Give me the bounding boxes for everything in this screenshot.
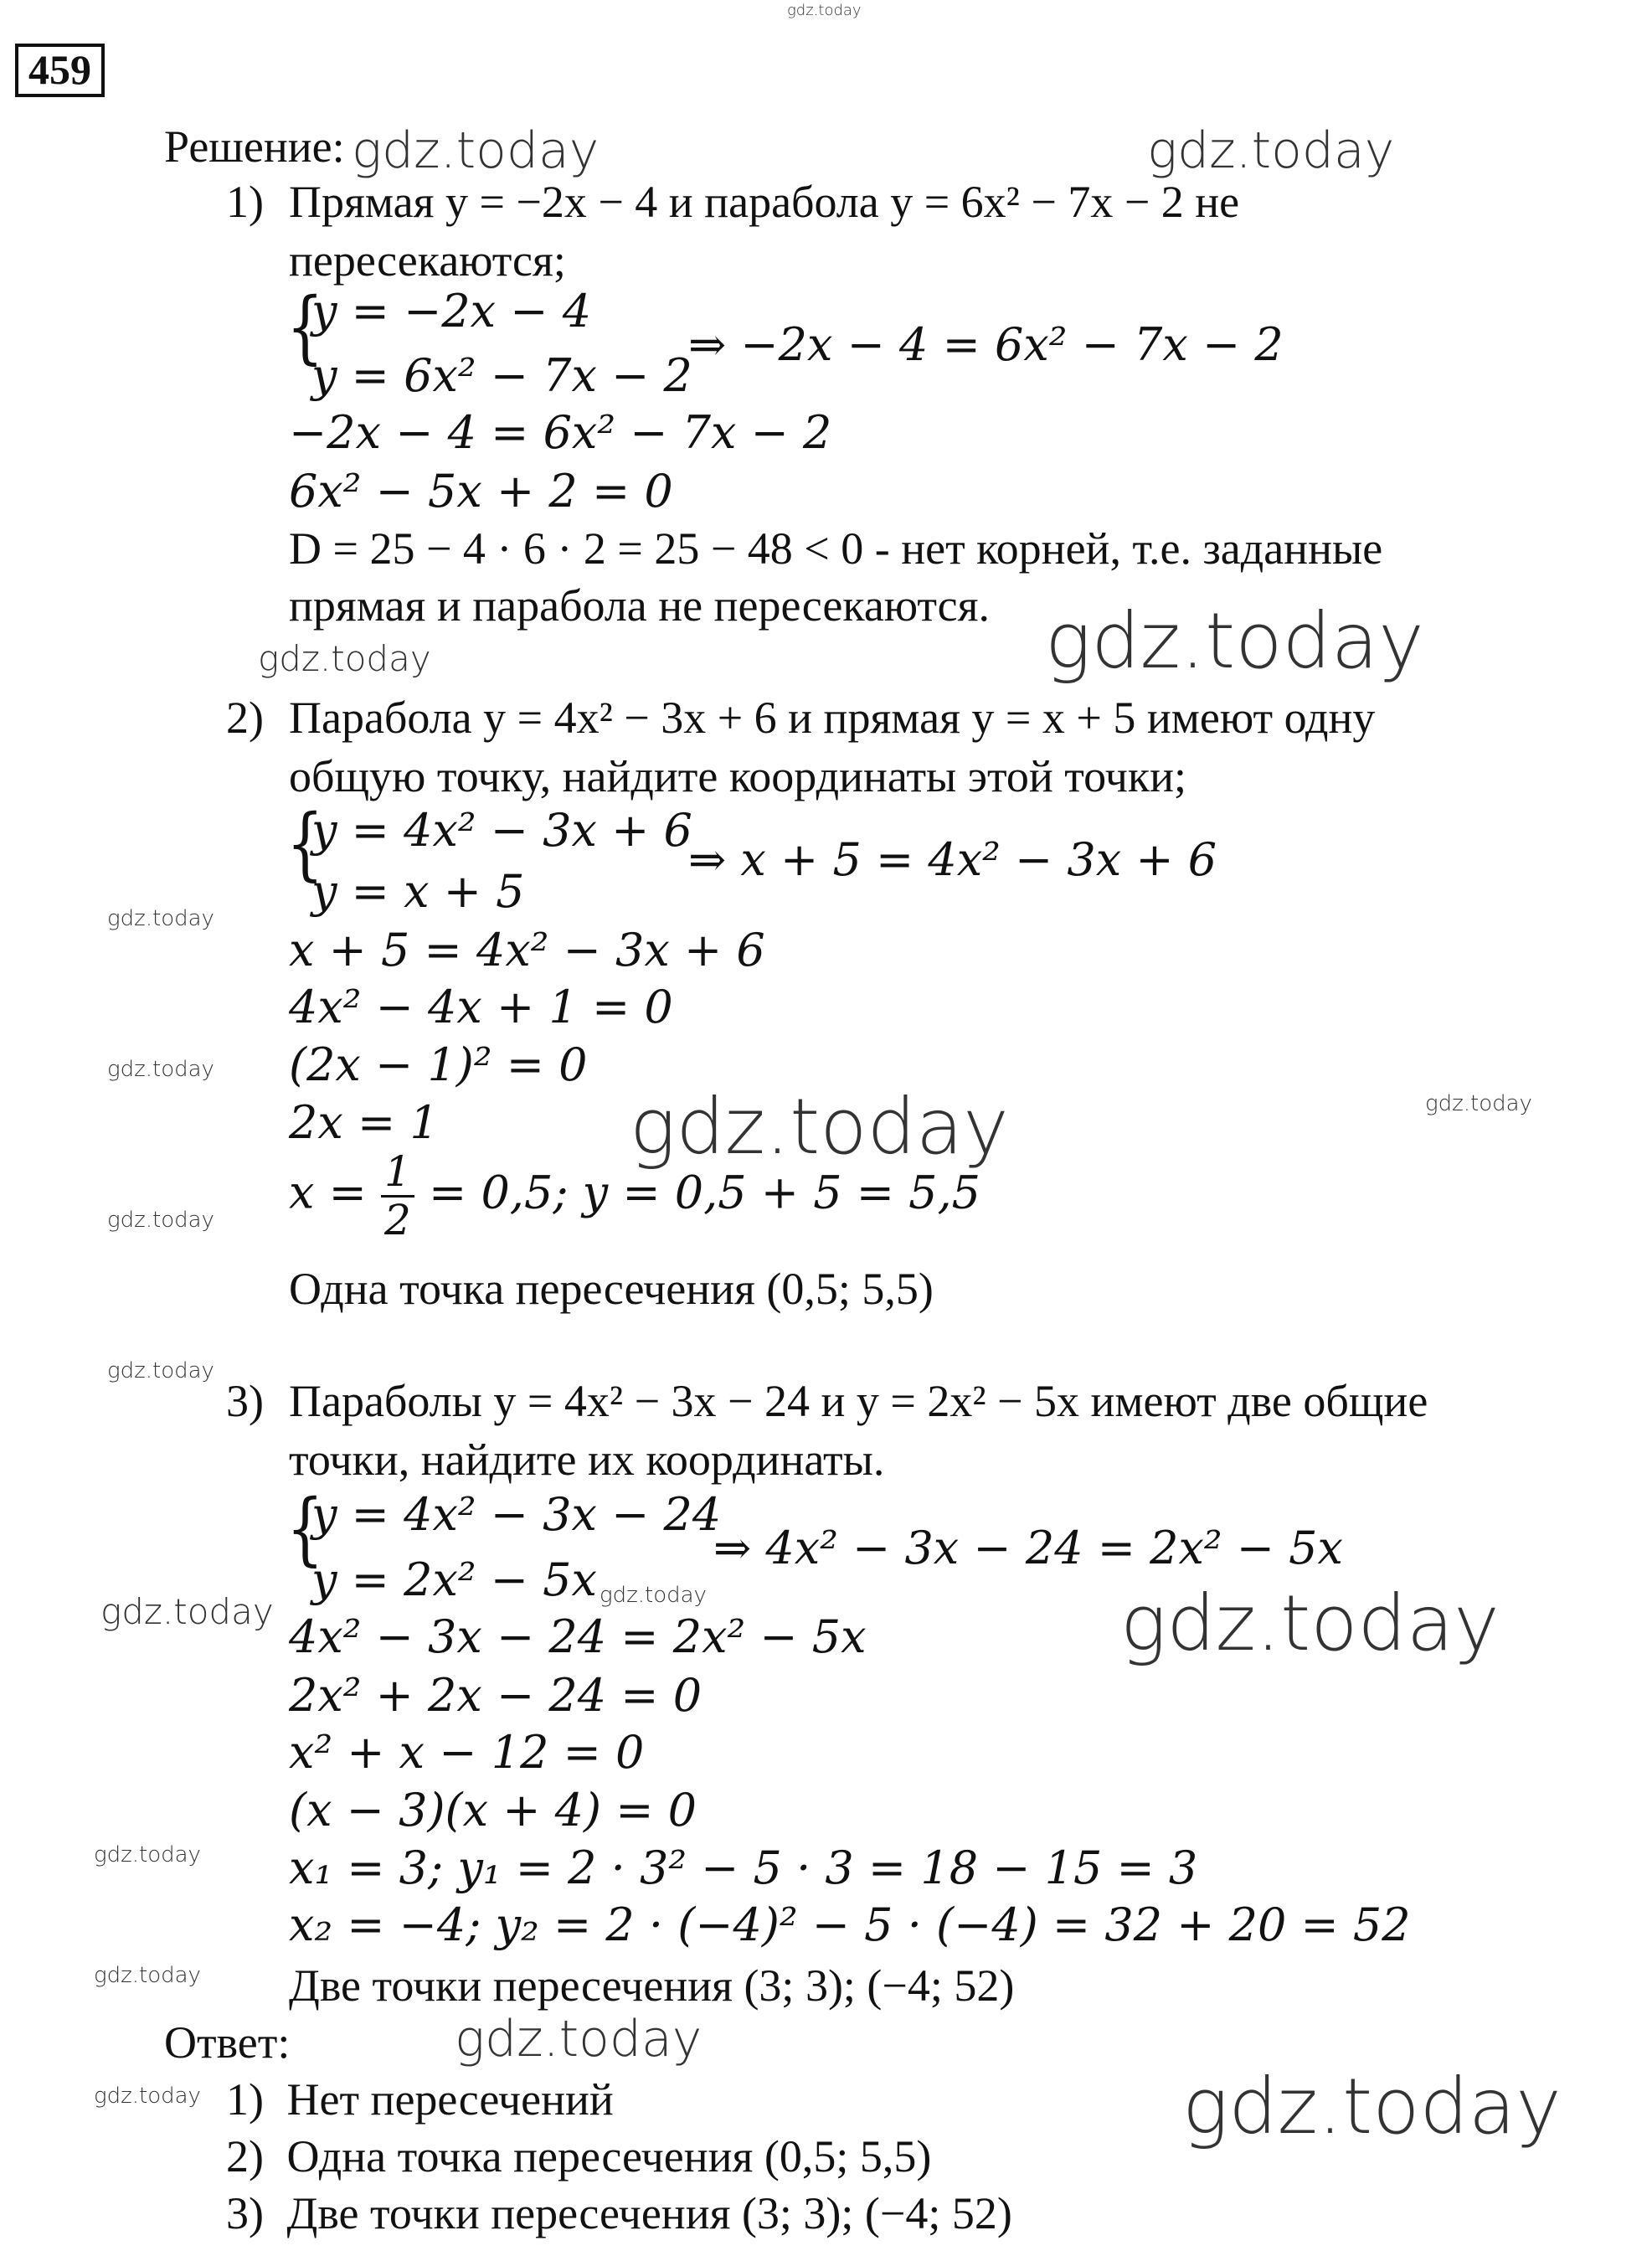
part2-x-solution [289, 1149, 980, 1244]
part2-line1: Парабола y = 4x² − 3x + 6 и прямая y = x + 5 имеют одну [289, 693, 1376, 743]
part1-step1: −2x − 4 = 6x² − 7x − 2 [289, 406, 832, 459]
watermark: gdz.today [352, 121, 600, 180]
watermark: gdz.today [94, 1842, 201, 1867]
watermark: gdz.today [94, 1963, 201, 1988]
answer-number: 2) [226, 2131, 264, 2181]
part2-number: 2) [226, 693, 264, 743]
part3-step6: x₂ = −4; y₂ = 2 · (−4)² − 5 · (−4) = 32 + 20 = 52 [289, 1898, 1411, 1951]
problem-number-badge: 459 [15, 44, 105, 97]
part3-step3: x² + x − 12 = 0 [289, 1726, 645, 1779]
part2-system-b: y = x + 5 [311, 865, 525, 918]
part3-line1: Параболы y = 4x² − 3x − 24 и y = 2x² − 5x имеют две общие [289, 1376, 1428, 1426]
answer-text: Две точки пересечения (3; 3); (−4; 52) [286, 2188, 1012, 2238]
part3-conclusion: Две точки пересечения (3; 3); (−4; 52) [289, 1960, 1015, 2011]
watermark: gdz.today [1182, 2062, 1562, 2151]
part1-line2: пересекаются; [289, 235, 566, 286]
part2-line2: общую точку, найдите координаты этой точки; [289, 751, 1187, 801]
part3-step4: (x − 3)(x + 4) = 0 [289, 1784, 697, 1836]
answer-text: Нет пересечений [286, 2074, 614, 2125]
answer-number: 3) [226, 2188, 264, 2238]
part1-number: 1) [226, 177, 264, 227]
watermark: gdz.today [1120, 1579, 1500, 1668]
watermark: gdz.today [107, 1057, 214, 1082]
answer-number: 1) [226, 2074, 264, 2125]
part3-step1: 4x² − 3x − 24 = 2x² − 5x [289, 1610, 867, 1663]
solution-label: Решение: [164, 121, 345, 172]
part2-system-result: ⇒ x + 5 = 4x² − 3x + 6 [688, 833, 1217, 886]
part1-system-a: y = −2x − 4 [311, 285, 592, 337]
part2-step2: 4x² − 4x + 1 = 0 [289, 981, 673, 1033]
watermark-top: gdz.today [787, 2, 862, 19]
answer-item [226, 2131, 932, 2181]
part2-step3: (2x − 1)² = 0 [289, 1038, 588, 1091]
answer-label: Ответ: [164, 2017, 291, 2068]
brace-icon: { [286, 1481, 324, 1575]
fraction-numerator: 1 [381, 1149, 414, 1198]
part1-step4: прямая и парабола не пересекаются. [289, 580, 990, 631]
answer-item [226, 2074, 614, 2125]
part2-system-a: y = 4x² − 3x + 6 [311, 804, 692, 857]
part1-step3: D = 25 − 4 · 6 · 2 = 25 − 48 < 0 - нет корней, т.е. заданные [289, 523, 1383, 574]
part1-system-b: y = 6x² − 7x − 2 [311, 349, 692, 402]
watermark: gdz.today [600, 1583, 707, 1608]
part3-step2: 2x² + 2x − 24 = 0 [289, 1669, 702, 1722]
fraction [381, 1149, 414, 1244]
part3-system-result: ⇒ 4x² − 3x − 24 = 2x² − 5x [713, 1522, 1343, 1574]
part1-system-result: ⇒ −2x − 4 = 6x² − 7x − 2 [688, 318, 1284, 371]
watermark: gdz.today [94, 2084, 201, 2109]
watermark: gdz.today [107, 1358, 214, 1383]
watermark: gdz.today [1147, 121, 1395, 180]
part2-x-label: x = [289, 1166, 367, 1219]
part3-number: 3) [226, 1376, 264, 1426]
part3-step5: x₁ = 3; y₁ = 2 · 3² − 5 · 3 = 18 − 15 = 3 [289, 1841, 1198, 1894]
part2-step1: x + 5 = 4x² − 3x + 6 [289, 924, 765, 976]
watermark: gdz.today [1045, 596, 1424, 686]
part1-step2: 6x² − 5x + 2 = 0 [289, 465, 673, 518]
watermark: gdz.today [1425, 1091, 1532, 1116]
watermark: gdz.today [258, 638, 431, 679]
watermark: gdz.today [100, 1591, 274, 1632]
answer-item [226, 2188, 1012, 2238]
brace-icon: { [286, 796, 324, 890]
part2-conclusion: Одна точка пересечения (0,5; 5,5) [289, 1264, 934, 1314]
watermark: gdz.today [630, 1082, 1009, 1172]
part3-line2: точки, найдите их координаты. [289, 1435, 885, 1485]
watermark: gdz.today [107, 906, 214, 931]
answer-text: Одна точка пересечения (0,5; 5,5) [286, 2131, 932, 2181]
watermark: gdz.today [107, 1208, 214, 1233]
part1-line1: Прямая y = −2x − 4 и парабола y = 6x² − 7x − 2 не [289, 177, 1240, 227]
part2-step4: 2x = 1 [289, 1096, 439, 1149]
part2-x-rest: = 0,5; y = 0,5 + 5 = 5,5 [429, 1166, 981, 1219]
watermark: gdz.today [455, 2010, 702, 2068]
part3-system-b: y = 2x² − 5x [311, 1553, 597, 1606]
brace-icon: { [286, 280, 324, 373]
part3-system-a: y = 4x² − 3x − 24 [311, 1488, 722, 1541]
fraction-denominator: 2 [384, 1196, 411, 1244]
